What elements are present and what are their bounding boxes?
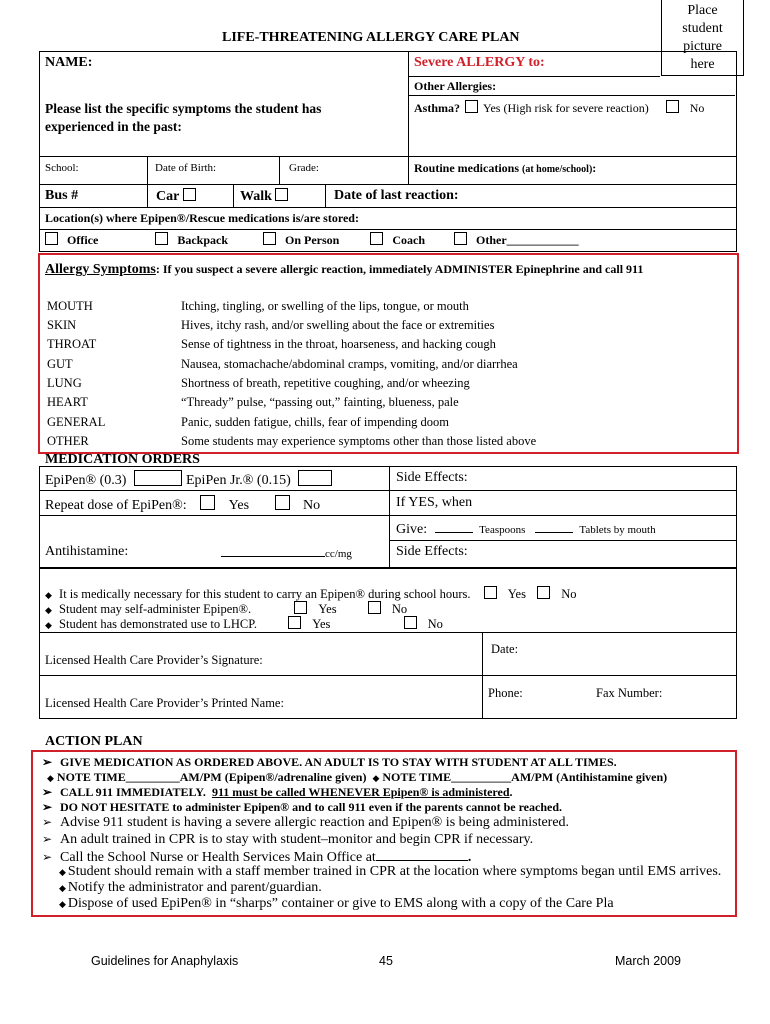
action-text: An adult trained in CPR is to stay with student–monitor and begin CPR if necessary.: [60, 832, 534, 847]
action-line: [47, 770, 667, 785]
action-line: [59, 880, 322, 896]
photo-line: here: [690, 57, 715, 72]
diamond-bullet-icon: ◆: [59, 883, 66, 893]
arrow-bullet-icon: ➢: [42, 800, 53, 814]
date-label: Date:: [491, 642, 519, 656]
car-checkbox[interactable]: [183, 188, 196, 201]
repeat-dose-label: Repeat dose of EpiPen®:: [45, 498, 187, 513]
action-text: NOTE TIME__________AM/PM (Antihistamine given): [382, 770, 668, 784]
severe-allergy-label: Severe ALLERGY to:: [414, 55, 545, 70]
statement1-no-label: No: [561, 587, 577, 601]
symptom-area: LUNG: [47, 376, 82, 390]
routine-meds-label: [414, 161, 596, 176]
photo-line: student: [682, 21, 723, 36]
epipen-box[interactable]: [134, 470, 182, 486]
backpack-checkbox[interactable]: [155, 232, 168, 245]
med-orders-heading: MEDICATION ORDERS: [45, 452, 200, 467]
give-label: Give:: [396, 522, 428, 537]
car-field: [156, 188, 196, 205]
statement3-yes-label: Yes: [312, 617, 331, 631]
statement-text: It is medically necessary for this student to carry an Epipen® during school hours.: [59, 587, 471, 601]
diamond-bullet-icon: ◆: [45, 605, 52, 615]
side-effects-label-2: Side Effects:: [396, 544, 468, 559]
give-row: [396, 520, 656, 538]
action-plan-heading: ACTION PLAN: [45, 734, 143, 749]
provider-statement: [45, 586, 577, 602]
arrow-bullet-icon: ➢: [42, 755, 53, 769]
arrow-bullet-icon: ➢: [42, 785, 53, 799]
other-checkbox[interactable]: [454, 232, 467, 245]
action-line: [42, 785, 513, 800]
diamond-bullet-icon: ◆: [372, 773, 380, 783]
fax-label: Fax Number:: [596, 686, 663, 700]
office-checkbox[interactable]: [45, 232, 58, 245]
statement3-no-checkbox[interactable]: [404, 616, 417, 629]
bus-label: Bus #: [45, 188, 79, 203]
dob-label: Date of Birth:: [155, 162, 217, 174]
repeat-dose-row: [45, 495, 320, 514]
symptom-area: GUT: [47, 357, 73, 371]
school-label: School:: [45, 162, 79, 174]
grade-label: Grade:: [289, 162, 319, 174]
name-label: NAME:: [45, 55, 93, 70]
action-line: [59, 896, 614, 912]
photo-line: Place: [687, 3, 718, 18]
action-line: [42, 800, 562, 815]
locations-row: [45, 232, 579, 248]
allergy-symptoms-instruction: : If you suspect a severe allergic reaction, immediately ADMINISTER Epinephrine and call 911: [155, 262, 644, 276]
routine-meds-main: Routine medications: [414, 161, 519, 175]
footer-left: Guidelines for Anaphylaxis: [91, 954, 239, 968]
coach-checkbox[interactable]: [370, 232, 383, 245]
teaspoons-label: Teaspoons: [479, 524, 526, 536]
other-allergies-label: Other Allergies:: [414, 79, 497, 93]
routine-meds-colon: :: [592, 161, 597, 175]
asthma-yes-label: Yes (High risk for severe reaction): [483, 101, 649, 115]
locations-label: Location(s) where Epipen®/Rescue medications is/are stored:: [45, 211, 359, 225]
page-title: LIFE-THREATENING ALLERGY CARE PLAN: [222, 30, 520, 45]
arrow-bullet-icon: ➢: [42, 850, 53, 864]
action-line: [59, 864, 721, 880]
action-text: Call the School Nurse or Health Services Main Office at: [60, 850, 376, 865]
statement3-no-label: No: [427, 617, 443, 631]
routine-meds-sub: (at home/school): [522, 164, 593, 175]
asthma-yes-checkbox[interactable]: [465, 100, 478, 113]
walk-checkbox[interactable]: [275, 188, 288, 201]
tablets-blank[interactable]: [535, 532, 573, 533]
diamond-bullet-icon: ◆: [47, 773, 54, 783]
walk-field: [240, 188, 288, 205]
provider-statement: [45, 601, 407, 617]
symptom-area: OTHER: [47, 434, 89, 448]
diamond-bullet-icon: ◆: [45, 590, 52, 600]
diamond-bullet-icon: ◆: [59, 899, 66, 909]
action-text: DO NOT HESITATE to administer Epipen® and to call 911 even if the parents cannot be reached.: [60, 800, 563, 814]
last-reaction-label: Date of last reaction:: [334, 188, 459, 203]
symptom-desc: Shortness of breath, repetitive coughing, and/or wheezing: [181, 376, 470, 390]
repeat-no-checkbox[interactable]: [275, 495, 290, 510]
epipen-jr-field: [186, 470, 332, 489]
epipen-jr-box[interactable]: [298, 470, 332, 486]
diamond-bullet-icon: ◆: [59, 867, 66, 877]
repeat-no-label: No: [303, 498, 321, 513]
side-effects-label: Side Effects:: [396, 470, 468, 485]
diamond-bullet-icon: ◆: [45, 620, 52, 630]
location-other: Other____________: [476, 233, 579, 247]
statement2-no-checkbox[interactable]: [368, 601, 381, 614]
symptom-desc: Panic, sudden fatigue, chills, fear of impending doom: [181, 415, 449, 429]
location-on-person: On Person: [285, 233, 340, 247]
symptom-area: MOUTH: [47, 299, 93, 313]
antihistamine-label: Antihistamine:: [45, 544, 129, 559]
tablets-label: Tablets by mouth: [579, 524, 656, 536]
statement2-no-label: No: [391, 602, 408, 616]
allergy-symptoms-heading-row: [45, 262, 643, 278]
location-backpack: Backpack: [177, 233, 228, 247]
cc-mg-label: cc/mg: [325, 548, 352, 560]
action-text: .: [509, 785, 513, 799]
symptom-desc: Itching, tingling, or swelling of the lips, tongue, or mouth: [181, 299, 469, 313]
epipen-field: [45, 470, 182, 489]
phone-label: Phone:: [488, 686, 523, 700]
allergy-symptoms-heading: Allergy Symptoms: [45, 262, 156, 277]
statement1-yes-checkbox[interactable]: [484, 586, 497, 599]
antihistamine-dose: [221, 544, 352, 562]
statement3-yes-checkbox[interactable]: [288, 616, 301, 629]
walk-label: Walk: [240, 189, 272, 204]
asthma-row: [414, 100, 704, 116]
symptom-desc: Hives, itchy rash, and/or swelling about the face or extremities: [181, 318, 495, 332]
signature-label: Licensed Health Care Provider’s Signature:: [45, 653, 263, 667]
statement2-yes-label: Yes: [318, 602, 337, 616]
action-line: [42, 815, 569, 831]
location-office: Office: [67, 233, 99, 247]
action-text: Notify the administrator and parent/guardian.: [67, 880, 322, 895]
phone-blank[interactable]: [376, 848, 468, 861]
symptom-desc: Nausea, stomachache/abdominal cramps, vomiting, and/or diarrhea: [181, 357, 518, 371]
if-yes-label: If YES, when: [396, 495, 473, 510]
on-person-checkbox[interactable]: [263, 232, 276, 245]
footer-right: March 2009: [615, 954, 682, 968]
action-text: Student should remain with a staff member trained in CPR at the location where symptoms began until EMS arrives.: [67, 864, 722, 879]
page-number: 45: [379, 954, 393, 968]
statement-text: Student has demonstrated use to LHCP.: [59, 617, 257, 631]
epipen-label: EpiPen® (0.3): [45, 473, 127, 488]
provider-statement: [45, 616, 443, 632]
photo-line: picture: [683, 39, 722, 54]
antihistamine-blank[interactable]: [221, 544, 325, 557]
action-text: GIVE MEDICATION AS ORDERED ABOVE. AN ADULT IS TO STAY WITH STUDENT AT ALL TIMES.: [60, 755, 617, 769]
symptom-area: GENERAL: [47, 415, 106, 429]
repeat-yes-checkbox[interactable]: [200, 495, 215, 510]
arrow-bullet-icon: ➢: [42, 832, 53, 846]
car-label: Car: [156, 189, 180, 204]
symptoms-prompt: Please list the specific symptoms the student has experienced in the past:: [45, 101, 322, 134]
arrow-bullet-icon: ➢: [42, 815, 53, 829]
symptom-desc: Some students may experience symptoms other than those listed above: [181, 434, 537, 448]
action-line: [42, 755, 617, 770]
action-text: Advise 911 student is having a severe allergic reaction and Epipen® is being administered.: [60, 815, 570, 830]
statement2-yes-checkbox[interactable]: [294, 601, 307, 614]
location-coach: Coach: [392, 233, 426, 247]
action-text-underlined: 911 must be called WHENEVER Epipen® is administered: [211, 785, 510, 799]
statement-text: Student may self-administer Epipen®.: [59, 602, 252, 616]
symptom-desc: Sense of tightness in the throat, hoarseness, and hacking cough: [181, 337, 496, 351]
symptom-area: THROAT: [47, 337, 97, 351]
asthma-label: Asthma?: [414, 101, 461, 115]
asthma-no-label: No: [689, 101, 705, 115]
epipen-jr-label: EpiPen Jr.® (0.15): [186, 473, 291, 488]
action-line: [42, 832, 533, 848]
teaspoons-blank[interactable]: [435, 532, 473, 533]
statement1-no-checkbox[interactable]: [537, 586, 550, 599]
printed-name-label: Licensed Health Care Provider’s Printed Name:: [45, 696, 284, 710]
action-text: .: [467, 850, 472, 865]
action-text: Dispose of used EpiPen® in “sharps” container or give to EMS along with a copy of the Care Pla: [67, 896, 614, 911]
symptom-desc: “Thready” pulse, “passing out,” fainting, blueness, pale: [181, 395, 459, 409]
action-text: CALL 911 IMMEDIATELY.: [60, 785, 212, 799]
repeat-yes-label: Yes: [228, 498, 250, 513]
asthma-no-checkbox[interactable]: [666, 100, 679, 113]
symptom-area: HEART: [47, 395, 88, 409]
symptom-area: SKIN: [47, 318, 77, 332]
statement1-yes-label: Yes: [507, 587, 526, 601]
action-text: NOTE TIME_________AM/PM (Epipen®/adrenaline given): [56, 770, 367, 784]
